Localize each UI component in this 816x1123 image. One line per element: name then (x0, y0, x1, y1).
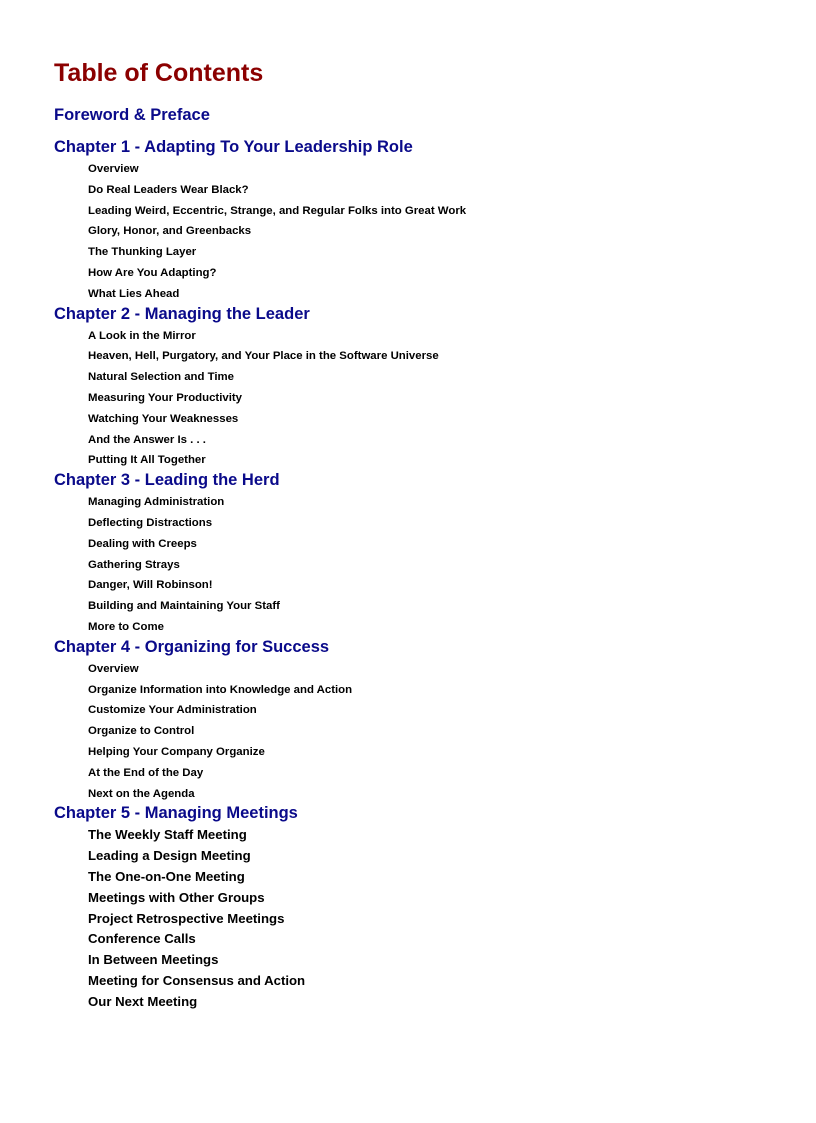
section-link[interactable]: At the End of the Day (88, 766, 204, 779)
chapter-1 (54, 138, 774, 305)
section-link[interactable]: In Between Meetings (88, 952, 219, 968)
section-link[interactable]: Leading a Design Meeting (88, 848, 251, 864)
section-link[interactable]: Organize to Control (88, 725, 195, 738)
section-link[interactable]: Overview (88, 163, 139, 175)
section-list (54, 659, 774, 805)
section-link[interactable]: Natural Selection and Time (88, 371, 235, 384)
section-link[interactable]: Building and Maintaining Your Staff (88, 600, 280, 613)
section-link[interactable]: Putting It All Together (88, 454, 206, 467)
section-link[interactable]: The One-on-One Meeting (88, 868, 245, 884)
section-link[interactable]: Do Real Leaders Wear Black? (88, 183, 249, 196)
section-link[interactable]: Managing Administration (88, 496, 225, 509)
chapter-2 (54, 305, 774, 472)
section-link[interactable]: More to Come (88, 620, 164, 633)
chapter-link-4[interactable]: Chapter 4 - Organizing for Success (54, 637, 330, 656)
section-link[interactable]: Next on the Agenda (88, 787, 195, 800)
section-list (54, 825, 774, 1012)
section-link[interactable]: What Lies Ahead (88, 287, 180, 300)
section-link[interactable]: Meetings with Other Groups (88, 889, 265, 905)
chapter-4 (54, 638, 774, 805)
section-link[interactable]: The Thunking Layer (88, 246, 197, 259)
section-link[interactable]: Conference Calls (88, 931, 196, 947)
toc-page (54, 58, 774, 1012)
chapter-5 (54, 804, 774, 1012)
chapter-3 (54, 471, 774, 638)
chapter-link-3[interactable]: Chapter 3 - Leading the Herd (54, 471, 280, 490)
section-link[interactable]: Helping Your Company Organize (88, 745, 265, 758)
section-link[interactable]: Dealing with Creeps (88, 537, 197, 550)
section-list (54, 159, 774, 305)
chapter-link-2[interactable]: Chapter 2 - Managing the Leader (54, 304, 310, 323)
section-link[interactable]: Meeting for Consensus and Action (88, 972, 306, 988)
section-link[interactable]: Overview (88, 662, 139, 675)
chapter-link-5[interactable]: Chapter 5 - Managing Meetings (54, 804, 298, 823)
section-list (54, 492, 774, 638)
section-link[interactable]: Measuring Your Productivity (88, 391, 243, 404)
section-link[interactable]: Gathering Strays (88, 558, 180, 571)
section-link[interactable]: Our Next Meeting (88, 993, 198, 1009)
section-link[interactable]: How Are You Adapting? (88, 266, 217, 279)
section-link[interactable]: Organize Information into Knowledge and Action (88, 683, 353, 696)
section-link[interactable]: Project Retrospective Meetings (88, 910, 285, 926)
section-link[interactable]: A Look in the Mirror (88, 329, 196, 342)
section-link[interactable]: Danger, Will Robinson! (88, 579, 213, 592)
section-link[interactable]: Glory, Honor, and Greenbacks (88, 225, 252, 238)
section-link[interactable]: The Weekly Staff Meeting (88, 827, 247, 843)
section-link[interactable]: Leading Weird, Eccentric, Strange, and Regular Folks into Great Work (88, 204, 467, 217)
section-list (54, 326, 774, 472)
chapter-link-1[interactable]: Chapter 1 - Adapting To Your Leadership Role (54, 138, 413, 156)
section-link[interactable]: Heaven, Hell, Purgatory, and Your Place in the Software Universe (88, 350, 439, 363)
section-link[interactable]: Customize Your Administration (88, 704, 257, 717)
section-link[interactable]: Deflecting Distractions (88, 516, 213, 529)
page-title: Table of Contents (54, 59, 264, 87)
toc-link-foreword[interactable]: Foreword & Preface (54, 106, 210, 124)
section-link[interactable]: And the Answer Is . . . (88, 433, 206, 446)
section-link[interactable]: Watching Your Weaknesses (88, 412, 239, 425)
